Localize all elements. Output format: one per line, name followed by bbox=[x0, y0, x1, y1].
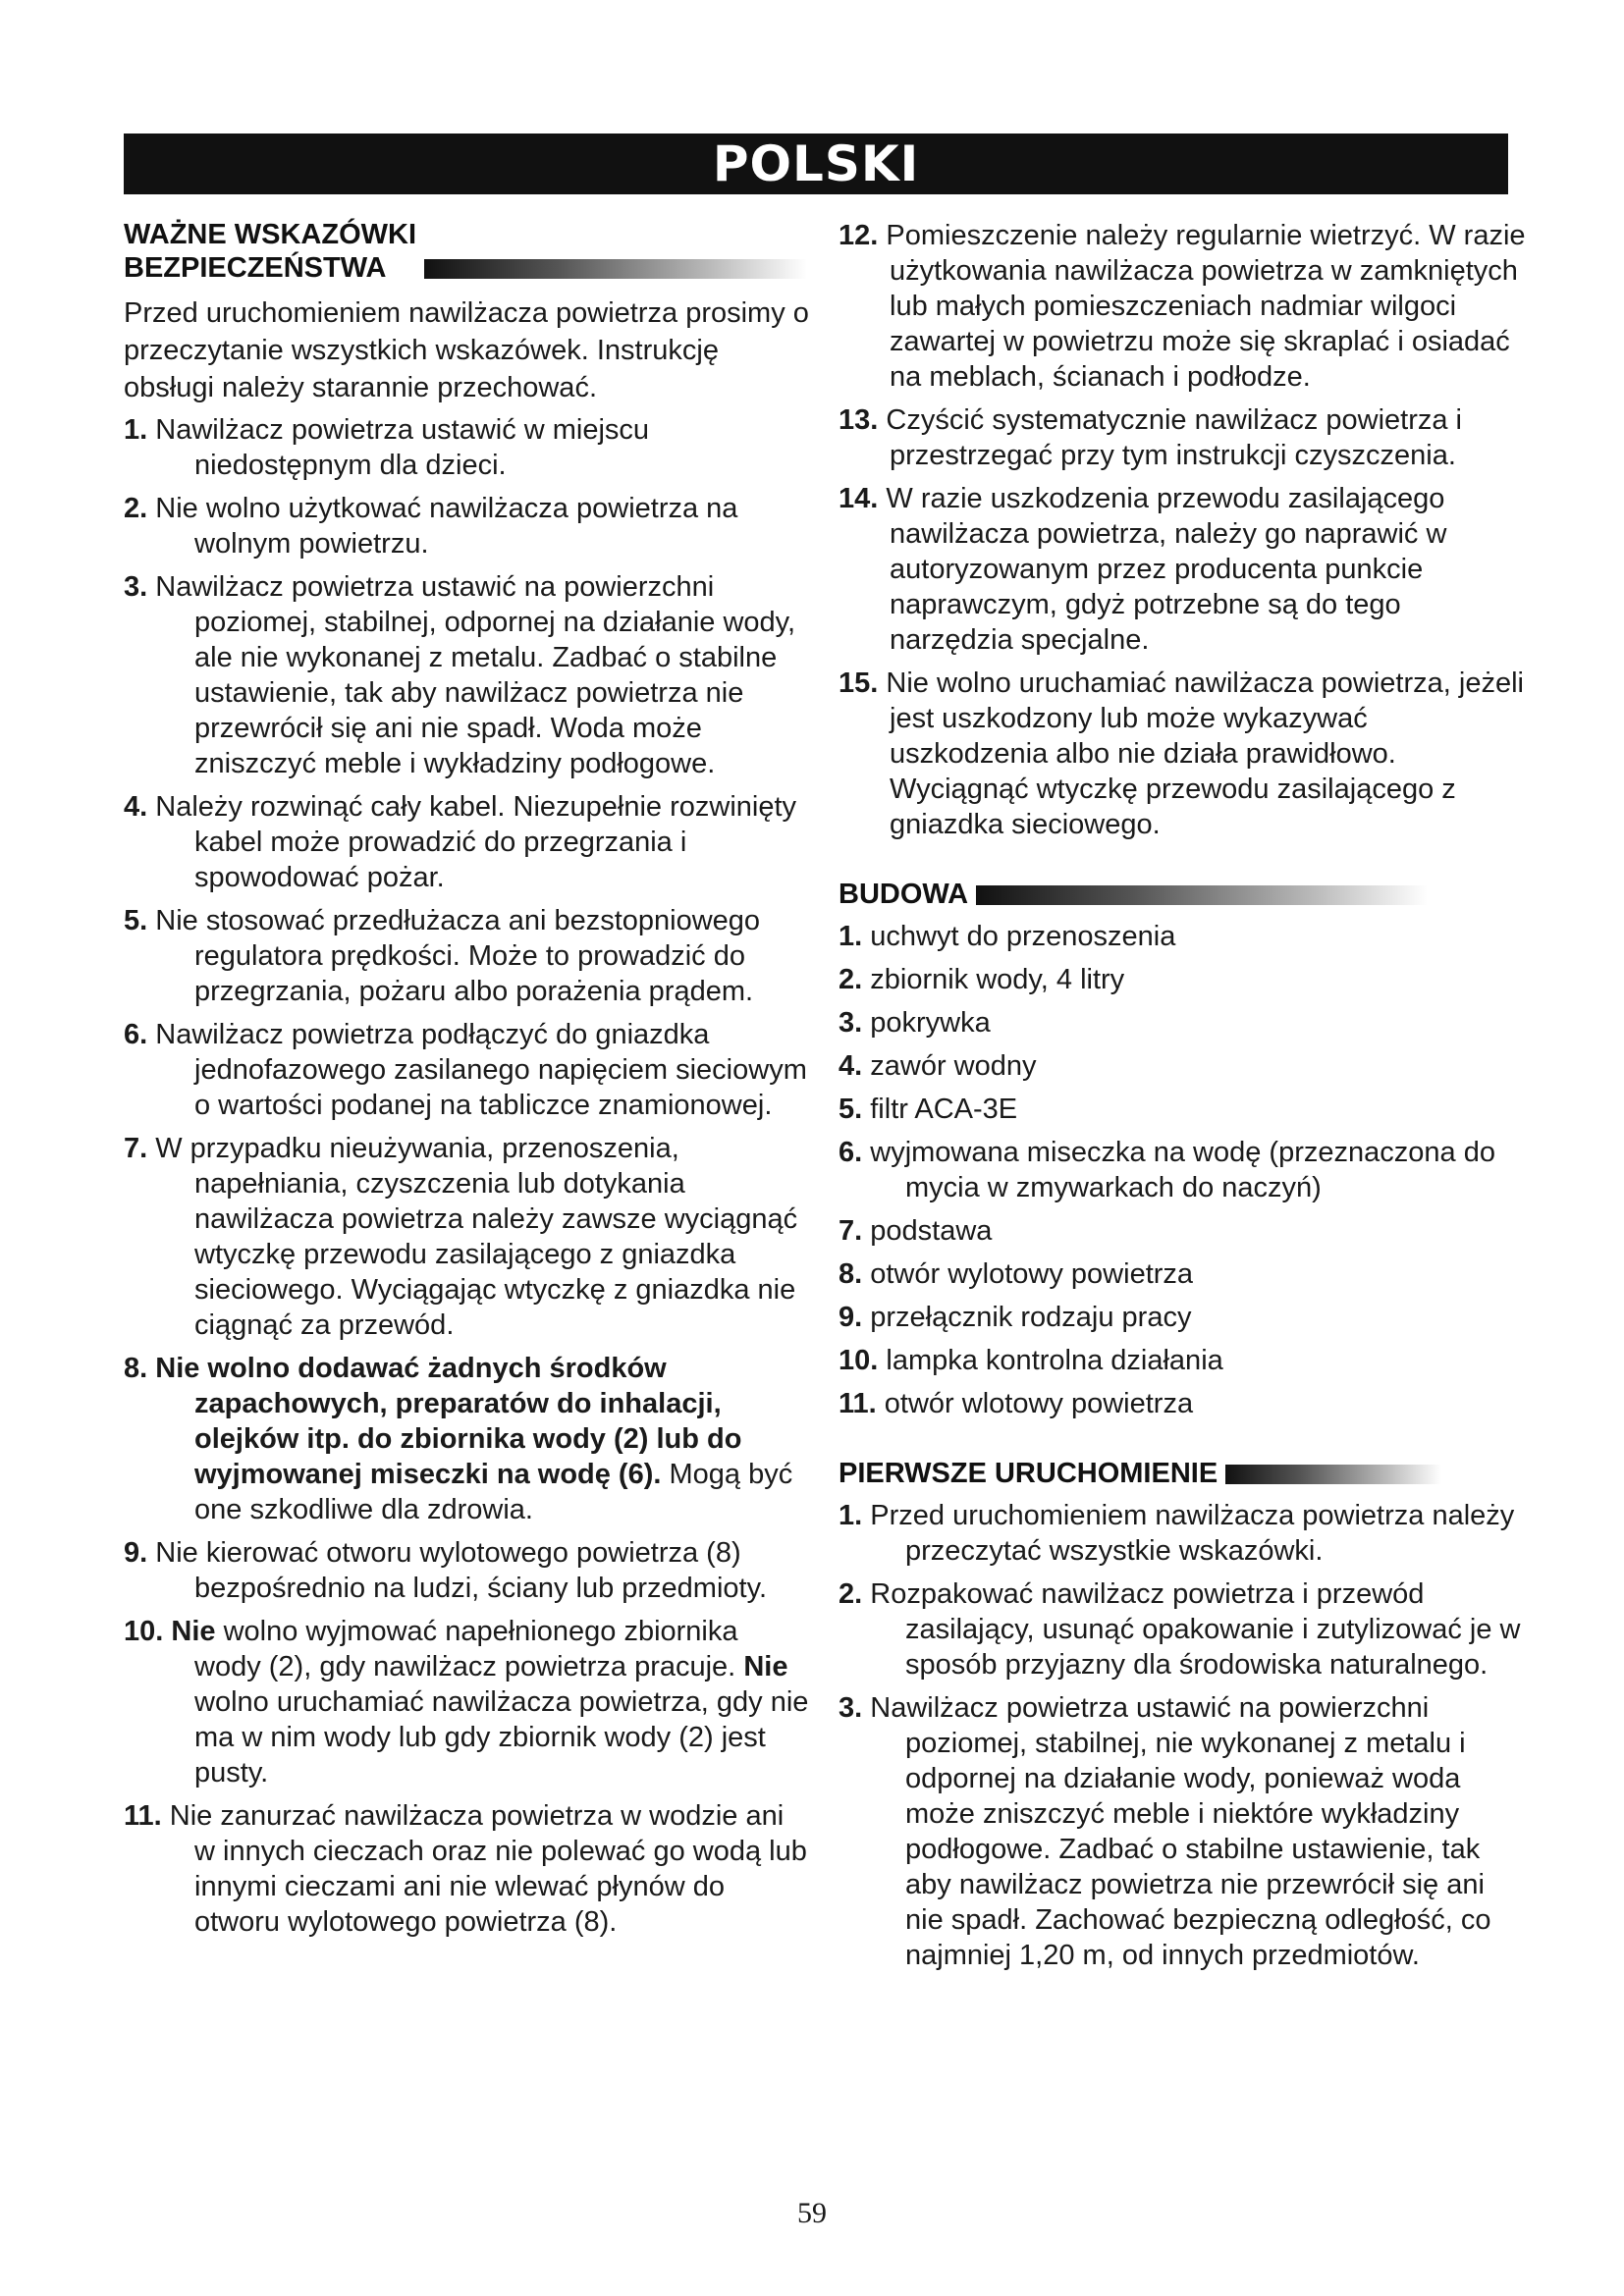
list-item: 6. Nawilżacz powietrza podłączyć do gniazdka jednofazowego zasilanego napięciem sieciowym o wartości podanej na tabliczce znamionowej. bbox=[124, 1019, 807, 1121]
language-title: POLSKI bbox=[712, 135, 920, 192]
safety-title bbox=[124, 218, 811, 285]
language-banner bbox=[124, 133, 1508, 194]
list-item: 10. lampka kontrolna działania bbox=[839, 1345, 1223, 1376]
list-item: 10. Nie wolno wyjmować napełnionego zbiornika wody (2), gdy nawilżacz powietrza pracuje. Nie wolno uruchamiać nawilżacza powietrza, gdy nie ma w nim wody lub gdy zbiornik wody (2) jest pusty. bbox=[124, 1616, 809, 1789]
list-item: 5. filtr ACA-3E bbox=[839, 1094, 1018, 1125]
list-item: 14. W razie uszkodzenia przewodu zasilającego nawilżacza powietrza, należy go naprawić w autoryzowanym przez producenta punkcie naprawczym, gdyż potrzebne są do tego narzędzia specjalne. bbox=[839, 483, 1447, 656]
safety-list bbox=[124, 412, 811, 1940]
list-item: 11. otwór wlotowy powietrza bbox=[839, 1388, 1194, 1419]
list-item: 2. Nie wolno użytkować nawilżacza powietrza na wolnym powietrzu. bbox=[124, 493, 738, 560]
list-item: 3. Nawilżacz powietrza ustawić na powierzchni poziomej, stabilnej, odpornej na działanie wody, ale nie wykonanej z metalu. Zadbać o stabilne ustawienie, tak aby nawilżacz powietrza nie przewrócił się ani nie spadł. Woda może zniszczyć meble i wykładziny podłogowe. bbox=[124, 571, 796, 779]
construction-title: BUDOWA bbox=[839, 878, 1526, 911]
list-item: 9. przełącznik rodzaju pracy bbox=[839, 1302, 1192, 1333]
right-column bbox=[839, 218, 1526, 1981]
first-run-title: PIERWSZE URUCHOMIENIE bbox=[839, 1457, 1526, 1490]
list-item: 8. Nie wolno dodawać żadnych środków zapachowych, preparatów do inhalacji, olejków itp. do zbiornika wody (2) lub do wyjmowanej miseczki na wodę (6). Mogą być one szkodliwe dla zdrowia. bbox=[124, 1353, 793, 1525]
list-item: 2. Rozpakować nawilżacz powietrza i przewód zasilający, usunąć opakowanie i zutylizować je w sposób przyjazny dla środowiska naturalnego. bbox=[839, 1578, 1521, 1681]
safety-title-line2: BEZPIECZEŃSTWA bbox=[124, 252, 387, 284]
first-run-list bbox=[839, 1498, 1526, 1973]
list-item: 13. Czyścić systematycznie nawilżacz powietrza i przestrzegać przy tym instrukcji czyszczenia. bbox=[839, 404, 1463, 471]
safety-list-continued bbox=[839, 218, 1526, 842]
list-item: 5. Nie stosować przedłużacza ani bezstopniowego regulatora prędkości. Może to prowadzić do przegrzania, pożaru albo porażenia prądem. bbox=[124, 905, 761, 1007]
list-item: 1. Nawilżacz powietrza ustawić w miejscu niedostępnym dla dzieci. bbox=[124, 414, 650, 481]
list-item: 8. otwór wylotowy powietrza bbox=[839, 1258, 1194, 1290]
list-item: 9. Nie kierować otworu wylotowego powietrza (8) bezpośrednio na ludzi, ściany lub przedmioty. bbox=[124, 1537, 768, 1604]
list-item: 7. W przypadku nieużywania, przenoszenia, napełniania, czyszczenia lub dotykania nawilżacza powietrza należy zawsze wyciągnąć wtyczkę przewodu zasilającego z gniazdka sieciowego. Wyciągając wtyczkę z gniazdka nie ciągnąć za przewód. bbox=[124, 1133, 798, 1341]
title-gradient-bar bbox=[424, 259, 807, 279]
list-item: 4. Należy rozwinąć cały kabel. Niezupełnie rozwinięty kabel może prowadzić do przegrzania i spowodować pożar. bbox=[124, 791, 797, 893]
page-number: 59 bbox=[797, 2197, 827, 2229]
list-item: 6. wyjmowana miseczka na wodę (przeznaczona do mycia w zmywarkach do naczyń) bbox=[839, 1137, 1495, 1203]
list-item: 3. Nawilżacz powietrza ustawić na powierzchni poziomej, stabilnej, nie wykonanej z metalu i odpornej na działanie wody, ponieważ woda może zniszczyć meble i niektóre wykładziny podłogowe. Zadbać o stabilne ustawienie, tak aby nawilżacz powietrza nie przewrócił się ani nie spadł. Zachować bezpieczną odległość, co najmniej 1,20 m, od innych przedmiotów. bbox=[839, 1692, 1491, 1971]
safety-intro: Przed uruchomieniem nawilżacza powietrza prosimy o przeczytanie wszystkich wskazówek. Instrukcję obsługi należy starannie przechować. bbox=[124, 297, 809, 403]
list-item: 11. Nie zanurzać nawilżacza powietrza w wodzie ani w innych cieczach oraz nie polewać go wodą lub innymi cieczami ani nie wlewać płynów do otworu wylotowego powietrza (8). bbox=[124, 1800, 807, 1938]
construction-list bbox=[839, 919, 1526, 1421]
list-item: 4. zawór wodny bbox=[839, 1050, 1037, 1082]
left-column bbox=[124, 218, 811, 1948]
list-item: 3. pokrywka bbox=[839, 1007, 991, 1039]
title-gradient-bar bbox=[1225, 1465, 1441, 1484]
list-item: 7. podstawa bbox=[839, 1215, 993, 1247]
safety-title-line1: WAŻNE WSKAZÓWKI bbox=[124, 219, 417, 250]
list-item: 2. zbiornik wody, 4 litry bbox=[839, 964, 1125, 995]
list-item: 15. Nie wolno uruchamiać nawilżacza powietrza, jeżeli jest uszkodzony lub może wykazywać uszkodzenia albo nie działa prawidłowo. Wyciągnąć wtyczkę przewodu zasilającego z gniazdka sieciowego. bbox=[839, 667, 1524, 840]
list-item: 12. Pomieszczenie należy regularnie wietrzyć. W razie użytkowania nawilżacza powietrza w zamkniętych lub małych pomieszczeniach nadmiar wilgoci zawartej w powietrzu może się skraplać i osiadać na meblach, ścianach i podłodze. bbox=[839, 220, 1526, 393]
title-gradient-bar bbox=[976, 885, 1428, 905]
list-item: 1. uchwyt do przenoszenia bbox=[839, 921, 1176, 952]
list-item: 1. Przed uruchomieniem nawilżacza powietrza należy przeczytać wszystkie wskazówki. bbox=[839, 1500, 1515, 1567]
